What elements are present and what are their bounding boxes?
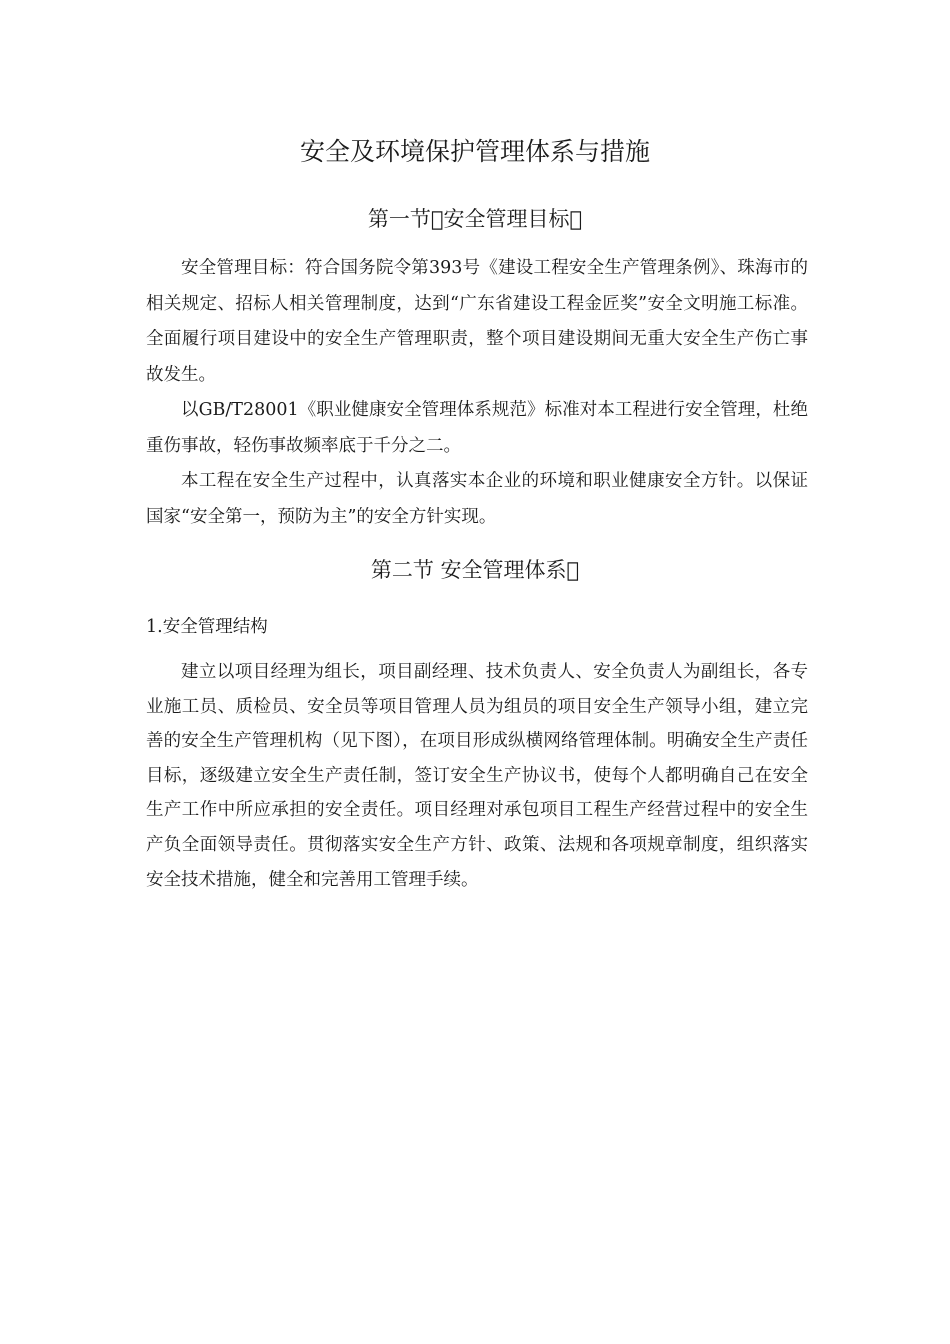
paragraph-gb-standard: 以GB/T28001《职业健康安全管理体系规范》标准对本工程进行安全管理，杜绝重伤事故，轻伤事故频率底于千分之二。 — [146, 400, 808, 456]
paragraph-safety-policy: 本工程在安全生产过程中，认真落实本企业的环境和职业健康安全方针。以保证国家“安全第一，预防为主”的安全方针实现。 — [146, 471, 808, 527]
section-1-heading: 第一节 安全管理目标  — [367, 207, 583, 231]
section-2-body — [146, 655, 808, 897]
section-2-heading: 第二节 安全管理体系  — [370, 558, 580, 582]
paragraph-safety-goal: 安全管理目标：符合国务院令第393号《建设工程安全生产管理条例》、珠海市的相关规定、招标人相关管理制度，达到“广东省建设工程金匠奖”安全文明施工标准。全面履行项目建设中的安全生产管理职责，整个项目建设期间无重大安全生产伤亡事故发生。 — [146, 258, 808, 385]
paragraph-management-structure: 建立以项目经理为组长，项目副经理、技术负责人、安全负责人为副组长，各专业施工员、质检员、安全员等项目管理人员为组员的项目安全生产领导小组，建立完善的安全生产管理机构（见下图），在项目形成纵横网络管理体制。明确安全生产责任目标，逐级建立安全生产责任制，签订安全生产协议书，使每个人都明确自己在安全生产工作中所应承担的安全责任。项目经理对承包项目工程生产经营过程中的安全生产负全面领导责任。贯彻落实安全生产方针、政策、法规和各项规章制度，组织落实安全技术措施，健全和完善用工管理手续。 — [146, 662, 808, 890]
document-title: 安全及环境保护管理体系与措施 — [299, 137, 650, 166]
subsection-heading-management-structure: 1.安全管理结构 — [146, 617, 268, 637]
section-1-body — [146, 251, 808, 535]
